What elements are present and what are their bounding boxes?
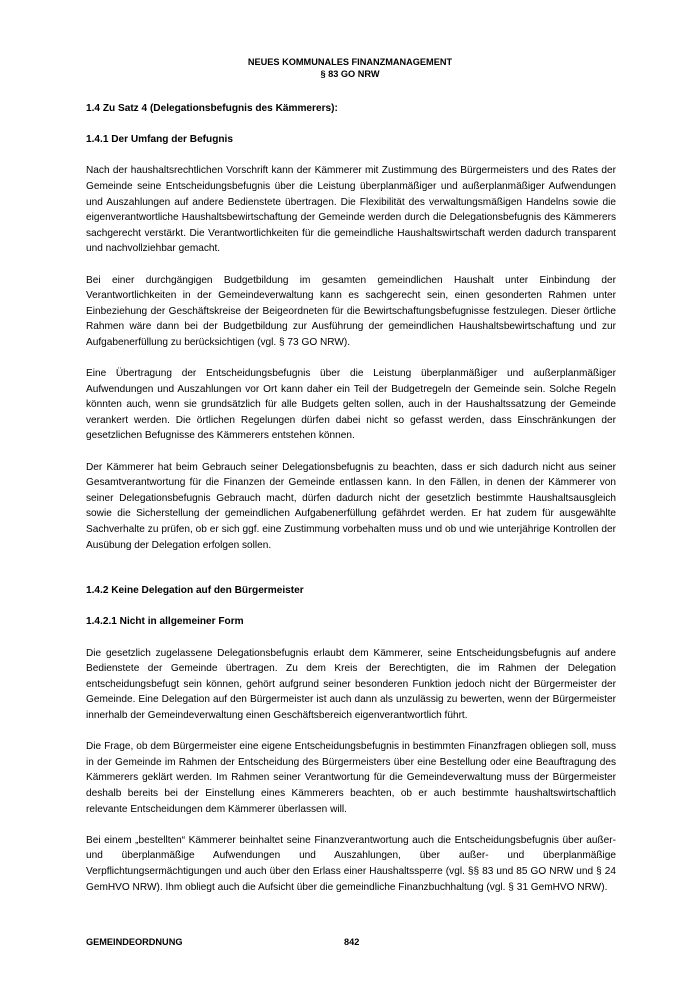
page-number: 842 [344,937,360,947]
footer-label: GEMEINDEORDNUNG [86,937,183,947]
paragraph: Der Kämmerer hat beim Gebrauch seiner Delegationsbefugnis zu beachten, dass er sich dadurch nicht aus seiner Gesamtverantwortung für die Finanzen der Gemeinde entlassen kann. In den Fällen, in denen der Kämmerer von seiner Delegationsbefugnis Gebrauch macht, dürfen dadurch nicht der gesetzlich bestimmte Haushaltsausgleich sowie die Sicherstellung der gemeindlichen Aufgabenerfüllung gefährdet werden. Er hat zudem für ausgewählte Sachverhalte zu prüfen, ob er sich ggf. eine Zustimmung vorbehalten muss und ob und wie unterjährige Kontrollen der Ausübung der Delegation erfolgen sollen. [86,461,616,551]
running-header [0,57,700,80]
heading-1-4: 1.4 Zu Satz 4 (Delegationsbefugnis des Kämmerers): [86,103,338,114]
paragraph: Nach der haushaltsrechtlichen Vorschrift kann der Kämmerer mit Zustimmung des Bürgermeisters und des Rates der Gemeinde seine Entscheidungsbefugnis über die Leistung überplanmäßiger und außerplanmäßiger Aufwendungen und Auszahlungen auf andere Bedienstete übertragen. Die Flexibilität des verwaltungsmäßigen Handelns sowie die eigenverantwortliche Haushaltsbewirtschaftung der Gemeinde werden durch die Delegationsbefugnis des Kämmerers sachgerecht verstärkt. Die Verantwortlichkeiten für die gemeindliche Haushaltswirtschaft werden dadurch transparent und nachvollziehbar gemacht. [86,165,616,255]
paragraph: Die gesetzlich zugelassene Delegationsbefugnis erlaubt dem Kämmerer, seine Entscheidungsbefugnis auf andere Bedienstete der Gemeinde übertragen. Zu dem Kreis der Berechtigten, die im Rahmen der Delegation entscheidungsbefugt sein können, gehört aufgrund seiner besonderen Funktion jedoch nicht der Bürgermeister der Gemeinde. Eine Delegation auf den Bürgermeister ist auch dann als unzulässig zu bewerten, wenn der Bürgermeister innerhalb der Gemeindeverwaltung einen Geschäftsbereich eigenverantwortlich führt. [86,647,616,721]
header-title: NEUES KOMMUNALES FINANZMANAGEMENT [247,57,453,67]
page-content [86,101,616,895]
heading-1-4-1: 1.4.1 Der Umfang der Befugnis [86,134,233,146]
header-section: § 83 GO NRW [320,68,380,79]
heading-1-4-2-1: 1.4.2.1 Nicht in allgemeiner Form [86,616,244,628]
paragraph: Eine Übertragung der Entscheidungsbefugnis über die Leistung überplanmäßiger und außerplanmäßiger Aufwendungen und Auszahlungen vor Ort kann daher ein Teil der Budgetregeln der Gemeinde sein. Solche Regeln könnten auch, wenn sie grundsätzlich für alle Budgets gelten sollen, auch in der Haushaltssatzung der Gemeinde verankert werden. Die örtlichen Regelungen dürfen dabei nicht so gefasst werden, dass Einschränkungen der gesetzlichen Befugnisse des Kämmerers entstehen können. [86,368,616,442]
heading-1-4-2: 1.4.2 Keine Delegation auf den Bürgermeister [86,585,304,597]
paragraph: Bei einem „bestellten“ Kämmerer beinhaltet seine Finanzverantwortung auch die Entscheidungsbefugnis über außer- und überplanmäßige Aufwendungen und Auszahlungen, über außer- und überplanmäßige Verpflichtungsermächtigungen und auch über den Erlass einer Haushaltssperre (vgl. §§ 83 und 85 GO NRW und § 24 GemHVO NRW). Ihm obliegt auch die Aufsicht über die gemeindliche Finanzbuchhaltung (vgl. § 31 GemHVO NRW). [86,834,616,893]
paragraph: Die Frage, ob dem Bürgermeister eine eigene Entscheidungsbefugnis in bestimmten Finanzfragen obliegen soll, muss in der Gemeinde im Rahmen der Entscheidung des Bürgermeisters über eine Bestellung oder eine Beauftragung des Kämmerers geklärt werden. Im Rahmen seiner Verantwortung für die Gemeindeverwaltung muss der Bürgermeister deshalb bereits bei der Einstellung eines Kämmerers beachten, ob er auch bestimmte haushaltswirtschaftlich relevante Entscheidungen dem Kämmerer überlassen will. [86,741,616,815]
paragraph: Bei einer durchgängigen Budgetbildung im gesamten gemeindlichen Haushalt unter Einbindung der Verantwortlichkeiten in der Gemeindeverwaltung kann es sachgerecht sein, einen gesonderten Rahmen unter Einbeziehung der Geschäftskreise der Beigeordneten für die Bewirtschaftungsbefugnisse festzulegen. Dieser örtliche Rahmen wäre dann bei der Budgetbildung zur Ausführung der gemeindlichen Haushaltsbewirtschaftung und zur Aufgabenerfüllung zu berücksichtigen (vgl. § 73 GO NRW). [86,274,616,348]
